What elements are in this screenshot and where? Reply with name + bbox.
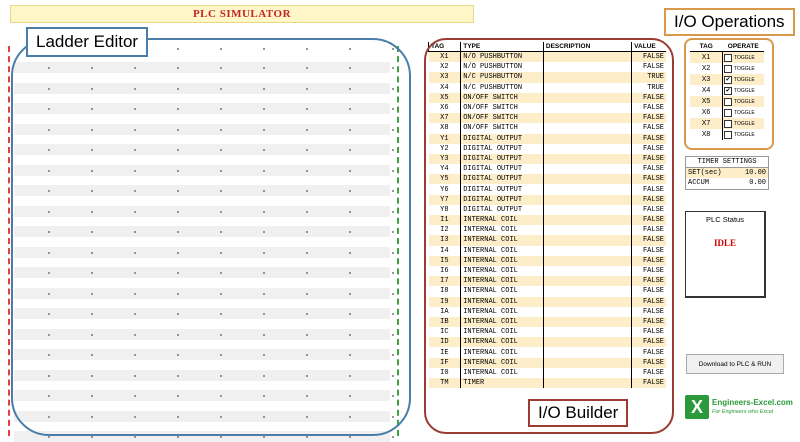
io-type-cell[interactable]: N/O PUSHBUTTON [461, 52, 544, 63]
io-type-cell[interactable]: ON/OFF SWITCH [461, 123, 544, 133]
io-ops-tag-cell: X5 [690, 96, 723, 107]
io-tag-cell: X7 [429, 113, 461, 123]
io-type-cell[interactable]: INTERNAL COIL [461, 347, 544, 357]
io-ops-tag-cell: X8 [690, 129, 723, 140]
plc-status-value: IDLE [713, 238, 736, 248]
title-bar [10, 5, 474, 23]
io-value-cell: FALSE [632, 246, 666, 256]
io-tag-cell: X3 [429, 72, 461, 82]
io-tag-cell: I5 [429, 256, 461, 266]
toggle-checkbox[interactable]: ✔ [725, 87, 731, 94]
header-ops-operate: OPERATE [723, 42, 765, 52]
io-tag-cell: I9 [429, 297, 461, 307]
io-tag-cell: I6 [440, 267, 449, 276]
header-ops-tag: TAG [690, 42, 723, 52]
io-tag-cell: I2 [440, 226, 449, 235]
io-value-cell: FALSE [632, 327, 666, 337]
io-ops-tag-cell: X2 [690, 63, 723, 74]
io-tag-cell: I4 [440, 246, 449, 255]
io-type-cell[interactable]: INTERNAL COIL [461, 266, 544, 276]
timer-accum-row [686, 178, 768, 188]
logo-tagline: For Engineers who Excel [712, 409, 774, 415]
io-value-cell: FALSE [632, 195, 666, 205]
io-type-cell[interactable]: INTERNAL COIL [461, 215, 544, 225]
io-type-cell[interactable]: INTERNAL COIL [461, 246, 544, 256]
io-value-cell: FALSE [632, 184, 666, 194]
io-builder-label: I/O Builder [528, 399, 628, 427]
io-tag-cell: I1 [429, 215, 461, 225]
timer-settings-title: TIMER SETTINGS [686, 157, 768, 168]
io-value-cell: FALSE [632, 134, 666, 144]
io-builder-frame [424, 38, 674, 434]
io-value-cell: FALSE [632, 266, 666, 276]
io-tag-cell: Y3 [429, 154, 461, 164]
toggle-label[interactable]: TOGGLE [734, 98, 755, 105]
io-value-cell: FALSE [632, 235, 666, 245]
download-run-button[interactable]: Download to PLC & RUN [686, 354, 784, 374]
io-tag-cell: Y1 [429, 134, 461, 144]
io-tag-cell: X2 [440, 63, 449, 72]
toggle-label[interactable]: TOGGLE [734, 54, 755, 61]
io-tag-cell: Y5 [429, 174, 461, 184]
toggle-checkbox[interactable]: ✔ [725, 76, 731, 83]
timer-set-value[interactable]: 10.00 [744, 169, 766, 177]
engineers-excel-logo [685, 392, 799, 422]
io-tag-cell: I3 [429, 235, 461, 245]
io-value-cell: FALSE [632, 174, 666, 184]
io-type-cell[interactable]: INTERNAL COIL [461, 225, 544, 235]
ladder-cell-dot [177, 436, 179, 438]
io-ops-tag-cell: X4 [690, 85, 723, 96]
io-operations-label: I/O Operations [664, 8, 795, 36]
io-value-cell: FALSE [632, 215, 666, 225]
io-value-cell: FALSE [632, 164, 666, 174]
io-value-cell: FALSE [632, 347, 666, 357]
ladder-editor-label: Ladder Editor [26, 27, 148, 57]
io-value-cell: FALSE [632, 154, 666, 164]
io-value-cell: FALSE [632, 256, 666, 266]
io-tag-cell: Y6 [440, 185, 449, 194]
io-value-cell: FALSE [632, 286, 666, 296]
io-operations-frame [684, 38, 774, 150]
io-ops-tag-cell: X1 [690, 52, 723, 64]
toggle-label[interactable]: TOGGLE [734, 76, 755, 83]
io-tag-cell: X8 [440, 124, 449, 133]
io-tag-cell: Y8 [440, 205, 449, 214]
io-tag-cell: Y7 [429, 195, 461, 205]
io-type-cell[interactable]: INTERNAL COIL [461, 235, 544, 245]
io-value-cell: FALSE [632, 378, 666, 388]
excel-x-icon: X [685, 395, 709, 419]
io-type-cell[interactable]: DIGITAL OUTPUT [461, 154, 544, 164]
toggle-label[interactable]: TOGGLE [734, 120, 755, 127]
io-type-cell[interactable]: DIGITAL OUTPUT [461, 195, 544, 205]
app-title: PLC SIMULATOR [192, 8, 292, 20]
toggle-label[interactable]: TOGGLE [734, 87, 755, 94]
logo-name: Engineers-Excel.com [712, 398, 793, 407]
io-value-cell: FALSE [632, 52, 666, 63]
io-type-cell[interactable]: INTERNAL COIL [461, 337, 544, 347]
timer-accum-value: 0.00 [749, 179, 766, 187]
io-type-cell[interactable]: INTERNAL COIL [461, 286, 544, 296]
io-type-cell[interactable]: ON/OFF SWITCH [461, 113, 544, 123]
io-tag-cell: Y2 [440, 144, 449, 153]
io-value-cell: FALSE [632, 276, 666, 286]
io-value-cell: FALSE [632, 103, 666, 113]
io-tag-cell: IA [440, 307, 449, 316]
io-type-cell[interactable]: INTERNAL COIL [461, 358, 544, 368]
io-value-cell: FALSE [632, 225, 666, 235]
io-value-cell: FALSE [632, 307, 666, 317]
io-type-cell[interactable]: ON/OFF SWITCH [461, 103, 544, 113]
plc-status-title: PLC Status [706, 215, 744, 224]
io-tag-cell: IF [429, 358, 461, 368]
timer-set-row[interactable] [686, 168, 768, 178]
io-type-cell[interactable]: DIGITAL OUTPUT [461, 134, 544, 144]
io-tag-cell: I7 [429, 276, 461, 286]
timer-set-label: SET(sec) [688, 169, 722, 177]
io-tag-cell: TM [429, 378, 461, 388]
io-type-cell[interactable]: N/C PUSHBUTTON [461, 83, 544, 93]
io-type-cell[interactable]: INTERNAL COIL [461, 297, 544, 307]
ladder-cell-dot [48, 436, 50, 438]
plc-status-panel [685, 211, 766, 298]
toggle-label[interactable]: TOGGLE [734, 65, 755, 72]
io-tag-cell: IB [429, 317, 461, 327]
ladder-cell-dot [91, 436, 93, 438]
io-value-cell: FALSE [632, 368, 666, 378]
io-type-cell[interactable]: N/O PUSHBUTTON [461, 62, 544, 72]
io-type-cell[interactable]: INTERNAL COIL [461, 368, 544, 378]
io-tag-cell: X6 [440, 104, 449, 113]
io-tag-cell: IC [440, 328, 449, 337]
header-type: TYPE [461, 42, 544, 52]
timer-settings-panel [685, 156, 769, 190]
io-value-cell: FALSE [632, 317, 666, 327]
io-tag-cell: ID [429, 337, 461, 347]
io-tag-cell: I0 [440, 368, 449, 377]
io-value-cell: FALSE [632, 297, 666, 307]
io-value-cell: FALSE [632, 123, 666, 133]
ladder-cell-dot [134, 436, 136, 438]
ladder-cell-dot [392, 436, 394, 438]
toggle-label[interactable]: TOGGLE [734, 131, 755, 138]
ladder-cell-dot [263, 436, 265, 438]
ladder-cell-dot [349, 436, 351, 438]
io-type-cell[interactable]: INTERNAL COIL [461, 317, 544, 327]
header-description: DESCRIPTION [543, 42, 631, 52]
io-value-cell: TRUE [632, 83, 666, 93]
io-tag-cell: X1 [429, 52, 461, 63]
io-value-cell: FALSE [632, 358, 666, 368]
io-value-cell: FALSE [632, 93, 666, 103]
io-value-cell: FALSE [632, 205, 666, 215]
io-value-cell: FALSE [632, 337, 666, 347]
io-type-cell[interactable]: DIGITAL OUTPUT [461, 174, 544, 184]
io-tag-cell: X5 [429, 93, 461, 103]
io-tag-cell: Y4 [440, 165, 449, 174]
header-tag: TAG [429, 42, 461, 52]
io-value-cell: TRUE [632, 72, 666, 82]
io-ops-tag-cell: X3 [690, 74, 723, 85]
io-value-cell: FALSE [632, 62, 666, 72]
io-type-cell[interactable]: DIGITAL OUTPUT [461, 164, 544, 174]
io-type-cell[interactable]: INTERNAL COIL [461, 327, 544, 337]
ladder-editor-frame [11, 38, 411, 436]
io-type-cell[interactable]: INTERNAL COIL [461, 276, 544, 286]
io-type-cell[interactable]: INTERNAL COIL [461, 307, 544, 317]
io-type-cell[interactable]: N/C PUSHBUTTON [461, 72, 544, 82]
timer-accum-label: ACCUM [688, 179, 710, 187]
io-ops-tag-cell: X6 [690, 107, 723, 118]
io-ops-tag-cell: X7 [690, 118, 723, 129]
io-value-cell: FALSE [632, 113, 666, 123]
toggle-label[interactable]: TOGGLE [734, 109, 755, 116]
io-type-cell[interactable]: TIMER [461, 378, 544, 388]
io-value-cell: FALSE [632, 144, 666, 154]
ladder-cell-dot [306, 436, 308, 438]
header-value: VALUE [632, 42, 666, 52]
io-type-cell[interactable]: ON/OFF SWITCH [461, 93, 544, 103]
io-type-cell[interactable]: INTERNAL COIL [461, 256, 544, 266]
io-tag-cell: I8 [440, 287, 449, 296]
io-type-cell[interactable]: DIGITAL OUTPUT [461, 144, 544, 154]
io-tag-cell: X4 [440, 83, 449, 92]
io-tag-cell: IE [440, 348, 449, 357]
io-type-cell[interactable]: DIGITAL OUTPUT [461, 184, 544, 194]
ladder-cell-dot [220, 436, 222, 438]
io-type-cell[interactable]: DIGITAL OUTPUT [461, 205, 544, 215]
